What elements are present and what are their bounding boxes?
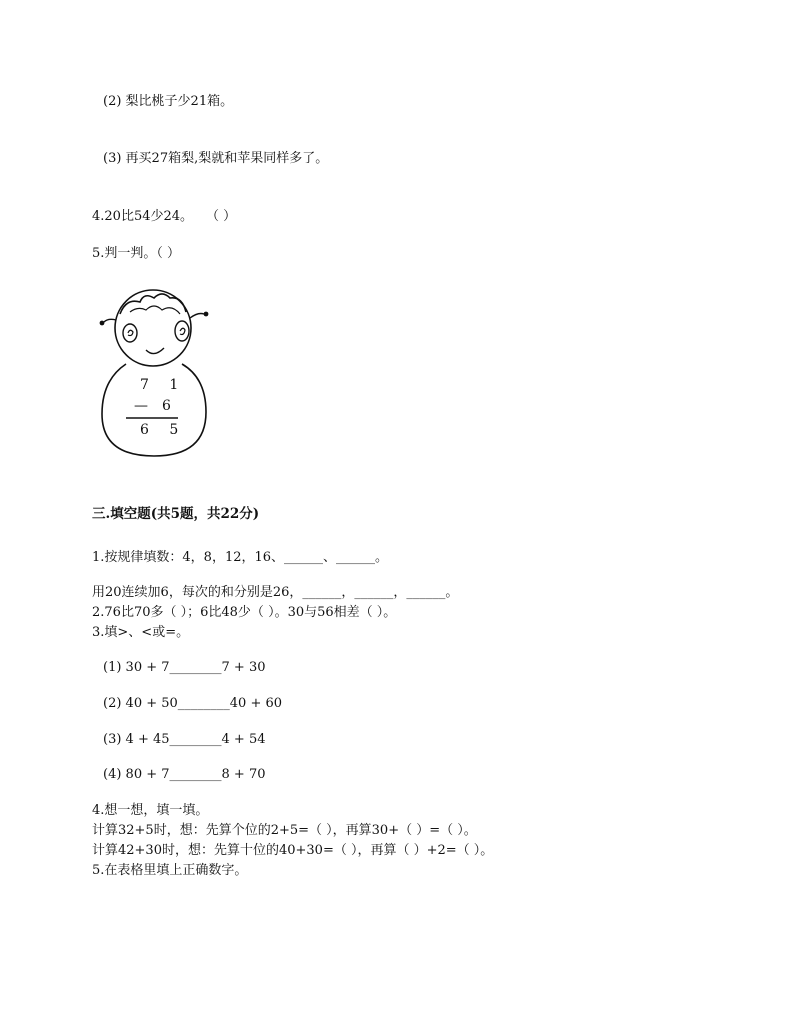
fill-question-2: 2.76比70多（ ）；6比48少（ ）。30与56相差（ ）。 [92,605,397,620]
section-3-heading: 三.填空题(共5题，共22分) [92,506,260,522]
fill-question-4-line-1: 计算32+5时，想：先算个位的2+5=（ ），再算30+（ ）=（ ）。 [92,823,477,838]
question-5-judge: 5.判一判。（ ） [92,246,181,261]
figure-result: 6 5 [140,422,187,438]
compare-item-3: (3) 4 + 45________4 + 54 [103,732,266,747]
fill-question-1-line-2: 用20连续加6，每次的和分别是26，______，______，______。 [92,585,459,600]
figure-subtrahend: 6 [162,398,171,414]
fill-question-3-title: 3.填>、<或=。 [92,625,190,640]
question-3-part-2: (2) 梨比桃子少21箱。 [103,94,234,109]
question-4-true-false: 4.20比54少24。 （ ） [92,209,237,224]
fill-question-4-title: 4.想一想，填一填。 [92,803,209,818]
figure-top-number: 7 1 [140,377,187,393]
fill-question-5-title: 5.在表格里填上正确数字。 [92,863,248,878]
compare-item-1: (1) 30 + 7________7 + 30 [103,660,266,675]
fill-question-1-line-1: 1.按规律填数：4，8，12，16、______、______。 [92,550,389,565]
fill-question-4-line-2: 计算42+30时，想：先算十位的40+30=（ ），再算（ ）+2=（ ）。 [92,843,494,858]
compare-item-4: (4) 80 + 7________8 + 70 [103,767,266,782]
figure-minus-sign: — [134,398,148,414]
cartoon-figure-illustration [92,284,216,464]
question-3-part-3: (3) 再买27箱梨,梨就和苹果同样多了。 [103,151,329,166]
compare-item-2: (2) 40 + 50________40 + 60 [103,696,283,711]
